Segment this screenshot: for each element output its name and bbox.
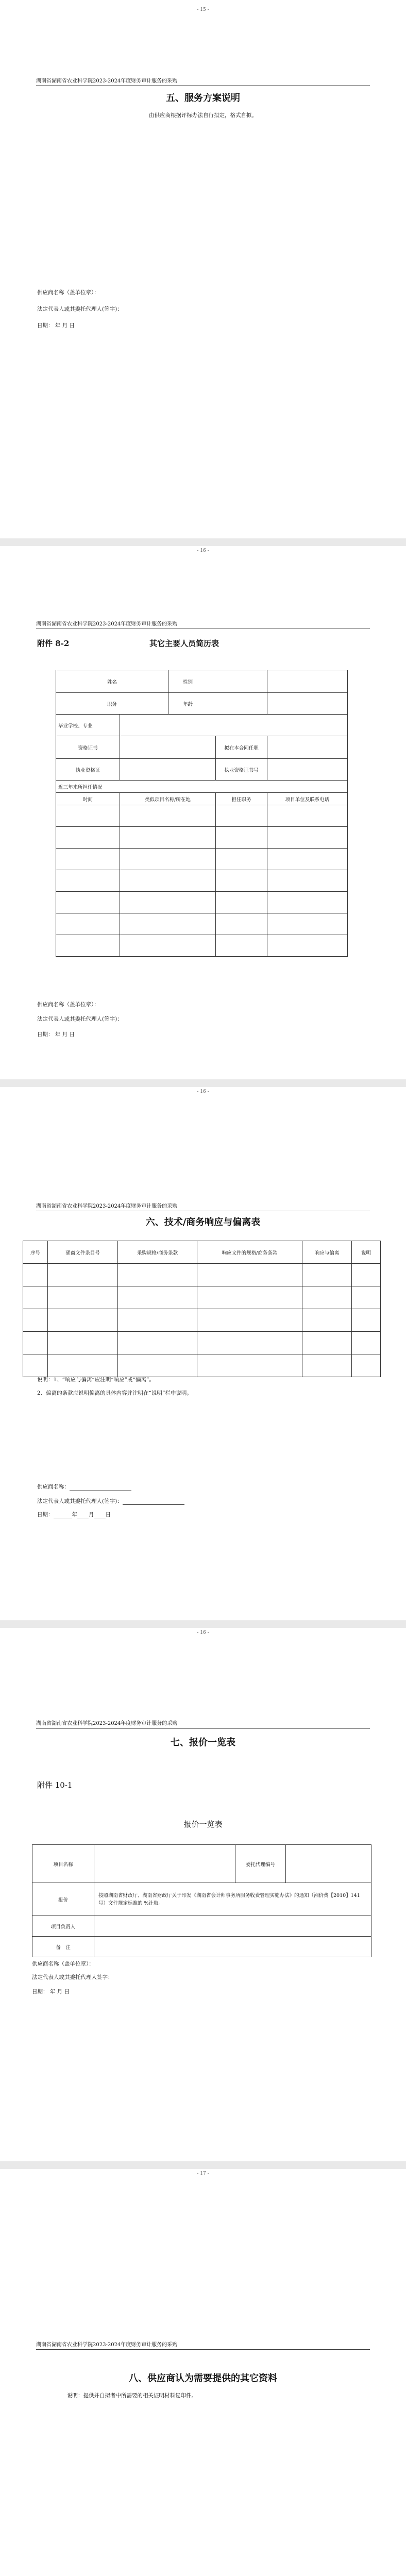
table-row: [56, 870, 348, 892]
col-deviation: 响应与偏离: [302, 1241, 352, 1264]
practice-cert-value: [120, 759, 216, 781]
legal-rep-label: 法定代表人或其委托代理人签字：: [32, 1974, 113, 1980]
table-title: 报价一览表: [183, 1820, 223, 1829]
page-personnel-resume: [0, 546, 406, 1079]
legal-rep-label: 法定代表人或其委托代理人(签字)：: [37, 1016, 123, 1022]
page-service-plan: [0, 0, 406, 538]
annex-label: 附件 8-2: [37, 639, 70, 648]
supplier-name-label: 供应商名称（盖单位章）：: [37, 290, 99, 296]
col-response-spec: 响应文件的规格/商务条款: [197, 1241, 302, 1264]
price-table: [32, 1844, 371, 1957]
age-value: [267, 693, 348, 715]
running-header: 湖南省湖南省农业科学院2023-2024年度财务审计服务的采购: [36, 2340, 370, 2350]
qualification-cert-label: 资格证书: [56, 736, 120, 759]
practice-cert-label: 执业资格证: [56, 759, 120, 781]
col-clause-no: 磋商文件条目号: [48, 1241, 118, 1264]
date-label: 日期： 年 月 日: [37, 323, 75, 329]
note-2: 2、偏离的条款应说明偏离的具体内容并注明在“说明”栏中说明。: [37, 1390, 192, 1396]
date-line: [37, 1511, 111, 1518]
running-header: 湖南省湖南省农业科学院2023-2024年度财务审计服务的采购: [36, 1719, 370, 1728]
project-leader-value: [94, 1916, 371, 1937]
legal-rep-label: 法定代表人或其委托代理人(签字)：: [37, 306, 123, 312]
col-time: 时间: [56, 793, 120, 805]
table-row: [23, 1286, 381, 1309]
recent-experience-label: 近三年来所担任情况: [56, 781, 348, 793]
section-instruction: 由供应商根据评标办法自行拟定，格式自拟。: [149, 112, 257, 118]
table-row: [23, 1264, 381, 1286]
supplier-name-label: 供应商名称（盖单位章）：: [32, 1961, 94, 1967]
project-role-label: 拟在本合同任职: [216, 736, 267, 759]
page-price-summary: [0, 1628, 406, 2161]
date-label: 日期： 年 月 日: [32, 1989, 70, 1995]
page-deviation-table: [0, 1087, 406, 1620]
project-leader-label: 项目负责人: [32, 1916, 94, 1937]
date-label: 日期：: [37, 1512, 54, 1518]
name-label: 姓名: [56, 670, 168, 693]
table-row: [56, 935, 348, 957]
running-header: 湖南省湖南省农业科学院2023-2024年度财务审计服务的采购: [36, 619, 370, 629]
project-name-value: [94, 1845, 235, 1883]
school-value: [120, 715, 348, 736]
table-row: [23, 1309, 381, 1332]
resume-table: [56, 670, 348, 957]
supplier-name-label: 供应商名称（盖单位章）：: [37, 1002, 99, 1008]
gender-value: [267, 670, 348, 693]
col-required-spec: 采购规格/商务条款: [118, 1241, 197, 1264]
table-row: [56, 913, 348, 935]
date-month: 月: [89, 1512, 94, 1518]
page-number: - 17 -: [197, 2171, 209, 2176]
col-project-name: 类似项目名称/所在地: [120, 793, 216, 805]
practice-cert-no-value: [267, 759, 348, 781]
section-title: 六、技术/商务响应与偏离表: [145, 1217, 261, 1228]
col-index: 序号: [23, 1241, 48, 1264]
qualification-cert-value: [120, 736, 216, 759]
table-title: 其它主要人员简历表: [149, 639, 219, 648]
remark-label: 备 注: [32, 1937, 94, 1957]
table-row: [23, 1354, 381, 1377]
page-number: - 16 -: [197, 1630, 209, 1635]
section-instruction: 说明：提供并自拟者中所需要的相关证明材料复印件。: [67, 2393, 197, 2399]
legal-rep-line: [37, 1497, 184, 1505]
col-role: 担任职务: [216, 793, 267, 805]
supplier-name-label: 供应商名称：: [37, 1484, 70, 1490]
position-label: 职务: [56, 693, 168, 715]
supplier-name-line: [37, 1483, 131, 1490]
gender-label: 性别: [168, 670, 267, 693]
school-label: 毕业学校、专业: [56, 715, 120, 736]
project-name-label: 项目名称: [32, 1845, 94, 1883]
running-header: 湖南省湖南省农业科学院2023-2024年度财务审计服务的采购: [36, 1201, 370, 1211]
table-row: [56, 805, 348, 827]
legal-rep-label: 法定代表人或其委托代理人(签字)：: [37, 1498, 123, 1504]
section-title: 七、报价一览表: [171, 1737, 235, 1748]
date-label: 日期： 年 月 日: [37, 1031, 75, 1038]
section-title: 五、服务方案说明: [166, 93, 240, 104]
section-title: 八、供应商认为需要提供的其它资料: [129, 2373, 277, 2384]
project-role-value: [267, 736, 348, 759]
practice-cert-no-label: 执业资格证书号: [216, 759, 267, 781]
running-header: 湖南省湖南省农业科学院2023-2024年度财务审计服务的采购: [36, 76, 370, 86]
quote-text: 按照湖南省财政厅、湖南省财政厅关于印发《湖南省会计师事务所服务收费管理实施办法》的通知（湘价费【2010】141号）文件规定标准的 %计取。: [94, 1883, 371, 1916]
col-remark: 说明: [352, 1241, 381, 1264]
age-label: 年龄: [168, 693, 267, 715]
table-row: [56, 892, 348, 913]
agency-no-label: 委托代理编号: [235, 1845, 286, 1883]
agency-no-value: [286, 1845, 371, 1883]
page-number: - 16 -: [197, 548, 209, 553]
table-row: [56, 849, 348, 870]
date-day: 日: [105, 1512, 111, 1518]
supplier-name-blank: [70, 1484, 131, 1490]
col-contact: 项目单位及联系电话: [267, 793, 348, 805]
page-number: - 15 -: [197, 7, 209, 12]
page-other-materials: [0, 2169, 406, 2576]
table-row: [56, 827, 348, 849]
note-1: 说明：1、“响应与偏离”应注明“响应”或“偏离”。: [37, 1377, 155, 1383]
legal-rep-blank: [123, 1498, 184, 1505]
remark-value: [94, 1937, 371, 1957]
page-number: - 16 -: [197, 1089, 209, 1094]
annex-label: 附件 10-1: [37, 1781, 73, 1790]
quote-label: 报价: [32, 1883, 94, 1916]
date-year: 年: [72, 1512, 77, 1518]
table-row: [23, 1332, 381, 1354]
deviation-table: [23, 1241, 381, 1377]
